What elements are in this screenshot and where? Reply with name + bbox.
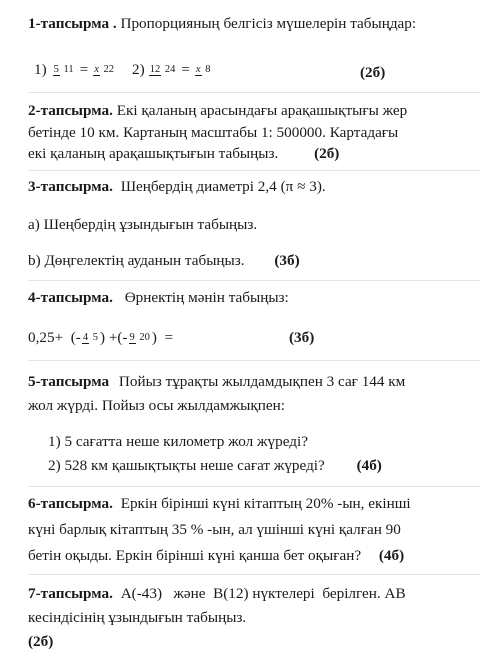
task3-part-b-line <box>28 251 300 271</box>
task2-text-line2: бетінде 10 км. Картаның масштабы 1: 500000. Картадағы <box>28 124 399 141</box>
expr-end: ) = <box>151 329 174 346</box>
task2-text-line1: Екі қаланың арасындағы арақашықтығы жер <box>116 102 408 119</box>
task1-item1-label: 1) <box>34 61 47 78</box>
task1-item2-label: 2) <box>132 61 145 78</box>
task5-text-line1: Пойыз тұрақты жылдамдықпен 3 сағ 144 км <box>118 373 406 390</box>
expr-mid: ) +(- <box>99 329 128 346</box>
task6-text-line2: күні барлық кітаптың 35 % -ын, ал үшінші күні қалған 90 <box>28 521 401 538</box>
task3-points: (3б) <box>274 252 300 269</box>
task1-title: 1-тапсырма . <box>28 15 117 32</box>
task5-title: 5-тапсырма <box>28 373 110 390</box>
task1-points: (2б) <box>360 64 386 81</box>
expr-start: 0,25+ (- <box>28 329 81 346</box>
task5-text-line2: жол жүрді. Пойыз осы жылдамжықпен: <box>28 397 285 414</box>
task1-line <box>28 14 416 34</box>
task1-item2-fraction-b <box>195 64 212 76</box>
task4-expression <box>28 325 173 351</box>
task2-line3 <box>28 144 339 164</box>
fraction-denominator: 11 <box>63 64 74 75</box>
fraction-denominator: 24 <box>164 64 176 75</box>
divider <box>28 170 480 171</box>
fraction-numerator: x <box>94 64 99 75</box>
task7-title: 7-тапсырма. <box>28 585 113 602</box>
task4-line <box>28 288 289 308</box>
fraction-numerator: x <box>195 64 201 75</box>
task6-points: (4б) <box>378 547 405 564</box>
task3-text: Шеңбердің диаметрі 2,4 (π ≈ 3). <box>120 178 326 195</box>
task1-item1-fraction-b <box>93 64 115 76</box>
divider <box>28 360 480 361</box>
task6-line3 <box>28 546 404 566</box>
task4-text: Өрнектің мәнін табыңыз: <box>124 289 289 306</box>
task6-text-line1: Еркін бірінші күні кітаптың 20% -ын, екінші <box>120 495 411 512</box>
task7-text-line1: А(-43) және В(12) нүктелері берілген. АВ <box>120 585 406 602</box>
task5-line1 <box>28 372 405 392</box>
task3-title: 3-тапсырма. <box>28 178 113 195</box>
task3-part-a: а) Шеңбердің ұзындығын табыңыз. <box>28 216 258 233</box>
divider <box>28 280 480 281</box>
task5-points: (4б) <box>356 457 382 474</box>
task5-question-2-line <box>48 456 382 476</box>
task2-points: (2б) <box>314 145 340 162</box>
fraction-denominator: 22 <box>103 64 115 75</box>
task5-question-1: 1) 5 сағатта неше километр жол жүреді? <box>48 433 308 450</box>
task6-text-line3: бетін оқыды. Еркін бірінші күні қанша бет оқыған? <box>28 547 362 564</box>
task7-points: (2б) <box>28 633 54 650</box>
task2-line1 <box>28 101 407 121</box>
task1-math-row <box>34 57 212 83</box>
task4-fraction-2 <box>129 332 151 344</box>
task1-text: Пропорцияның белгісіз мүшелерін табыңдар: <box>120 15 417 32</box>
task4-title: 4-тапсырма. <box>28 289 113 306</box>
divider <box>28 92 480 93</box>
task7-line1 <box>28 584 406 604</box>
task6-title: 6-тапсырма. <box>28 495 113 512</box>
task4-points: (3б) <box>289 329 315 346</box>
fraction-denominator: 5 <box>92 332 98 343</box>
task1-item1-fraction-a <box>53 64 75 76</box>
fraction-numerator: 5 <box>53 64 59 75</box>
task3-part-b: b) Дөңгелектің ауданын табыңыз. <box>28 252 245 269</box>
task3-line <box>28 177 326 197</box>
task5-question-2: 2) 528 км қашықтықты неше сағат жүреді? <box>48 457 325 474</box>
task1-item2-fraction-a <box>149 64 177 76</box>
equals-sign: = <box>181 61 190 78</box>
fraction-denominator: 8 <box>205 64 211 75</box>
fraction-numerator: 4 <box>82 332 89 343</box>
task6-line1 <box>28 494 411 514</box>
fraction-numerator: 9 <box>129 332 135 343</box>
fraction-numerator: 12 <box>149 64 161 75</box>
task4-fraction-1 <box>82 332 99 344</box>
task2-title: 2-тапсырма. <box>28 102 113 119</box>
fraction-denominator: 20 <box>139 332 150 343</box>
task7-text-line2: кесіндісінің ұзындығын табыңыз. <box>28 609 247 626</box>
task2-text-line3: екі қаланың арақашықтығын табыңыз. <box>28 145 279 162</box>
divider <box>28 574 480 575</box>
divider <box>28 486 480 487</box>
equals-sign: = <box>79 61 89 78</box>
